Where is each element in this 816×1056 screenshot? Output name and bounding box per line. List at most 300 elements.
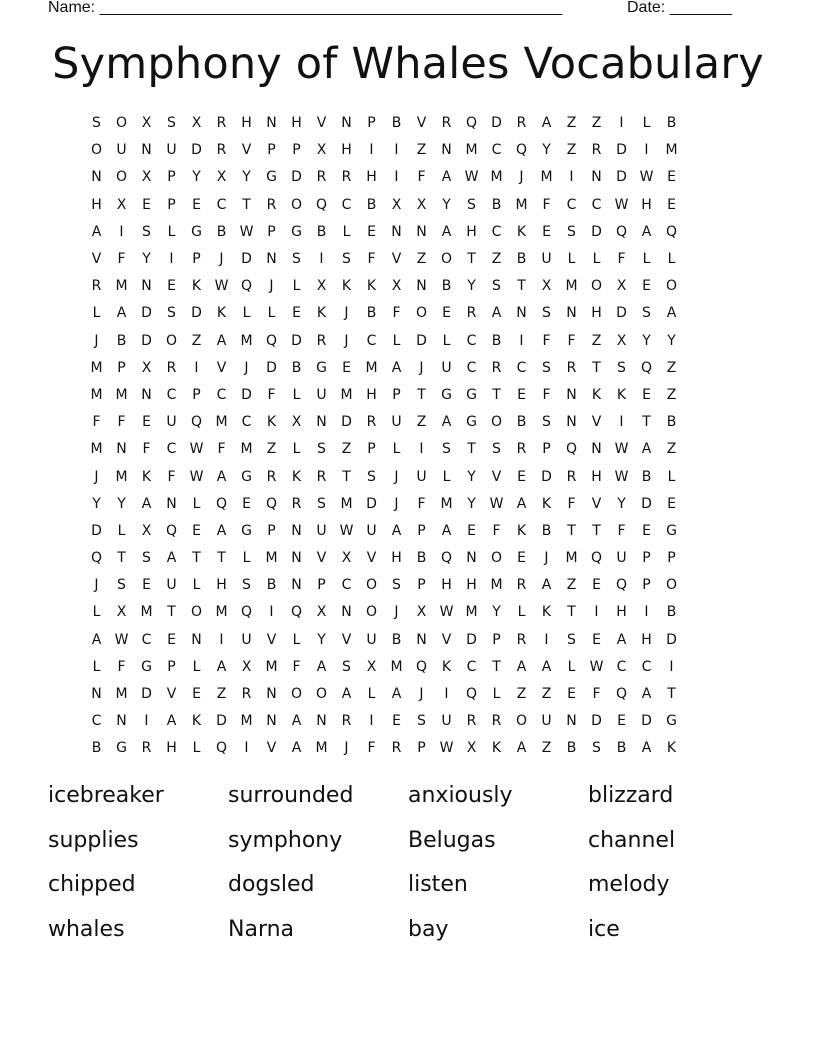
word-bank-item: bay (408, 916, 449, 942)
grid-letter: M (115, 468, 128, 485)
grid-letter: L (92, 604, 101, 621)
grid-row (84, 219, 684, 246)
grid-letter: T (567, 522, 576, 539)
grid-letter: E (192, 196, 201, 213)
word-bank-item: Belugas (408, 827, 496, 853)
word-bank-item: symphony (228, 827, 343, 853)
grid-letter: M (240, 332, 253, 349)
grid-letter: X (141, 169, 152, 186)
grid-letter: W (339, 522, 354, 539)
grid-letter: B (491, 332, 502, 349)
grid-letter: G (441, 386, 452, 403)
grid-letter: R (266, 196, 277, 213)
grid-letter: L (367, 686, 376, 703)
grid-letter: V (91, 251, 102, 268)
grid-letter: R (241, 686, 252, 703)
grid-letter: L (567, 251, 576, 268)
grid-letter: Z (666, 441, 677, 458)
grid-letter: R (216, 142, 227, 159)
grid-letter: O (365, 604, 378, 621)
grid-letter: L (667, 251, 676, 268)
grid-letter: K (616, 386, 627, 403)
grid-letter: A (91, 631, 102, 648)
grid-letter: T (192, 550, 201, 567)
grid-letter: S (342, 251, 351, 268)
grid-letter: P (192, 251, 201, 268)
grid-row (84, 436, 684, 463)
grid-letter: R (316, 169, 327, 186)
grid-letter: F (417, 495, 426, 512)
grid-letter: Q (615, 223, 628, 240)
grid-letter: H (166, 740, 177, 757)
grid-letter: O (490, 550, 503, 567)
grid-letter: H (366, 169, 377, 186)
grid-letter: I (369, 142, 374, 159)
grid-letter: E (192, 686, 201, 703)
grid-letter: U (166, 414, 177, 431)
grid-letter: V (416, 115, 427, 132)
grid-letter: C (566, 196, 577, 213)
grid-letter: T (592, 359, 601, 376)
grid-letter: B (641, 468, 652, 485)
grid-letter: E (567, 686, 576, 703)
grid-letter: T (492, 386, 501, 403)
grid-letter: M (340, 495, 353, 512)
grid-letter: E (517, 468, 526, 485)
grid-letter: I (669, 658, 674, 675)
grid-letter: K (366, 278, 377, 295)
word-bank-item: chipped (48, 872, 136, 897)
grid-letter: Q (465, 686, 478, 703)
grid-row (84, 382, 684, 409)
grid-letter: Q (590, 550, 603, 567)
grid-letter: Q (415, 658, 428, 675)
grid-letter: U (366, 522, 377, 539)
grid-letter: C (466, 658, 477, 675)
grid-letter: K (541, 495, 552, 512)
grid-letter: Z (666, 386, 677, 403)
grid-letter: B (116, 332, 127, 349)
grid-letter: O (515, 713, 528, 730)
grid-letter: R (141, 740, 152, 757)
grid-letter: Q (265, 495, 278, 512)
grid-letter: U (166, 142, 177, 159)
grid-letter: X (416, 196, 427, 213)
grid-letter: M (465, 142, 478, 159)
grid-letter: F (367, 251, 376, 268)
grid-letter: Q (190, 414, 203, 431)
grid-letter: T (567, 604, 576, 621)
grid-letter: I (569, 169, 574, 186)
grid-row (84, 491, 684, 518)
grid-row (84, 708, 684, 735)
grid-letter: L (667, 468, 676, 485)
grid-letter: P (417, 740, 426, 757)
grid-letter: R (166, 359, 177, 376)
word-bank (48, 776, 768, 954)
grid-letter: T (517, 278, 526, 295)
grid-letter: X (116, 604, 127, 621)
grid-letter: E (667, 169, 676, 186)
grid-letter: L (92, 305, 101, 322)
grid-letter: N (116, 441, 127, 458)
grid-letter: P (267, 223, 276, 240)
grid-letter: Z (666, 359, 677, 376)
word-bank-item: Narna (228, 916, 295, 942)
grid-letter: Z (216, 686, 227, 703)
grid-letter: M (115, 686, 128, 703)
grid-letter: V (366, 550, 377, 567)
grid-letter: V (266, 631, 277, 648)
grid-letter: N (266, 713, 277, 730)
grid-letter: L (167, 223, 176, 240)
grid-letter: S (592, 740, 601, 757)
grid-letter: K (291, 468, 302, 485)
grid-letter: A (216, 522, 227, 539)
grid-letter: D (616, 142, 627, 159)
grid-letter: S (542, 359, 551, 376)
grid-letter: J (344, 740, 349, 757)
grid-letter: Y (317, 631, 326, 648)
grid-letter: F (567, 332, 576, 349)
grid-letter: A (441, 169, 452, 186)
grid-letter: R (516, 577, 527, 594)
grid-letter: G (666, 713, 677, 730)
grid-letter: T (117, 550, 126, 567)
grid-letter: D (191, 142, 202, 159)
grid-letter: A (441, 414, 452, 431)
grid-letter: N (441, 142, 452, 159)
grid-letter: G (116, 740, 127, 757)
grid-letter: E (367, 223, 376, 240)
grid-letter: I (394, 169, 399, 186)
grid-letter: Y (142, 251, 151, 268)
grid-letter: S (167, 305, 176, 322)
grid-letter: I (594, 604, 599, 621)
grid-letter: D (291, 169, 302, 186)
grid-letter: S (567, 223, 576, 240)
grid-letter: S (142, 223, 151, 240)
grid-letter: W (464, 169, 479, 186)
grid-letter: G (266, 169, 277, 186)
grid-letter: F (92, 414, 101, 431)
grid-letter: Z (416, 142, 427, 159)
grid-letter: B (516, 251, 527, 268)
word-bank-item: surrounded (228, 783, 354, 808)
grid-letter: H (441, 577, 452, 594)
grid-row (84, 681, 684, 708)
grid-letter: F (292, 658, 301, 675)
grid-letter: Y (442, 196, 451, 213)
grid-letter: I (244, 740, 249, 757)
grid-letter: A (641, 740, 652, 757)
grid-letter: S (242, 577, 251, 594)
grid-letter: T (342, 468, 351, 485)
grid-letter: A (441, 522, 452, 539)
grid-letter: Y (617, 495, 626, 512)
grid-letter: A (291, 740, 302, 757)
grid-letter: I (144, 713, 149, 730)
grid-row (84, 355, 684, 382)
grid-letter: X (366, 658, 377, 675)
grid-letter: I (619, 414, 624, 431)
grid-letter: Z (541, 686, 552, 703)
grid-letter: F (417, 169, 426, 186)
grid-letter: L (642, 251, 651, 268)
grid-letter: V (216, 359, 227, 376)
grid-letter: A (166, 713, 177, 730)
grid-letter: V (316, 115, 327, 132)
grid-letter: Q (240, 604, 253, 621)
grid-letter: F (392, 305, 401, 322)
grid-letter: F (167, 468, 176, 485)
grid-letter: A (516, 495, 527, 512)
grid-letter: H (641, 196, 652, 213)
grid-letter: V (391, 251, 402, 268)
grid-letter: C (591, 196, 602, 213)
grid-letter: R (491, 713, 502, 730)
grid-letter: M (315, 740, 328, 757)
grid-letter: G (141, 658, 152, 675)
grid-letter: K (191, 278, 202, 295)
grid-letter: T (592, 522, 601, 539)
grid-letter: I (169, 251, 174, 268)
grid-letter: B (291, 359, 302, 376)
grid-letter: Y (667, 332, 676, 349)
grid-letter: E (342, 359, 351, 376)
grid-letter: Z (416, 414, 427, 431)
grid-letter: C (366, 332, 377, 349)
grid-letter: S (392, 577, 401, 594)
grid-letter: E (142, 196, 151, 213)
grid-letter: W (489, 495, 504, 512)
grid-letter: B (491, 196, 502, 213)
grid-letter: Z (341, 441, 352, 458)
grid-letter: J (269, 278, 274, 295)
grid-letter: P (667, 550, 676, 567)
grid-letter: C (241, 414, 252, 431)
grid-letter: T (467, 251, 476, 268)
grid-letter: V (341, 631, 352, 648)
grid-letter: E (192, 522, 201, 539)
grid-letter: D (641, 713, 652, 730)
grid-letter: M (515, 196, 528, 213)
grid-letter: M (440, 495, 453, 512)
grid-letter: W (439, 604, 454, 621)
grid-letter: Y (542, 142, 551, 159)
grid-letter: R (466, 305, 477, 322)
grid-letter: E (242, 495, 251, 512)
grid-letter: C (341, 196, 352, 213)
grid-letter: X (541, 278, 552, 295)
grid-letter: Z (591, 115, 602, 132)
grid-letter: Q (565, 441, 578, 458)
grid-letter: D (191, 305, 202, 322)
grid-letter: M (115, 386, 128, 403)
grid-letter: D (491, 115, 502, 132)
grid-letter: K (541, 604, 552, 621)
grid-letter: A (666, 305, 677, 322)
grid-letter: J (544, 550, 549, 567)
grid-letter: T (492, 658, 501, 675)
grid-letter: I (619, 115, 624, 132)
grid-letter: Z (566, 142, 577, 159)
grid-letter: A (441, 223, 452, 240)
grid-letter: Q (215, 495, 228, 512)
grid-letter: X (141, 522, 152, 539)
grid-letter: N (191, 631, 202, 648)
grid-letter: X (416, 604, 427, 621)
grid-letter: J (519, 169, 524, 186)
grid-letter: R (216, 115, 227, 132)
grid-letter: S (417, 713, 426, 730)
grid-letter: L (492, 686, 501, 703)
grid-letter: M (240, 441, 253, 458)
grid-letter: Q (665, 223, 678, 240)
grid-letter: I (119, 223, 124, 240)
grid-letter: A (516, 740, 527, 757)
grid-letter: N (466, 550, 477, 567)
grid-letter: O (90, 142, 103, 159)
grid-row (84, 409, 684, 436)
grid-letter: S (167, 115, 176, 132)
grid-letter: H (641, 631, 652, 648)
grid-letter: A (541, 577, 552, 594)
grid-row (84, 654, 684, 681)
grid-letter: L (392, 441, 401, 458)
grid-letter: O (365, 577, 378, 594)
grid-row (84, 246, 684, 273)
grid-letter: U (441, 713, 452, 730)
word-bank-item: listen (408, 872, 468, 897)
grid-letter: I (394, 142, 399, 159)
word-bank-item: ice (588, 916, 620, 942)
grid-letter: B (216, 223, 227, 240)
grid-letter: S (492, 278, 501, 295)
grid-letter: V (441, 631, 452, 648)
grid-letter: E (592, 577, 601, 594)
grid-letter: Z (191, 332, 202, 349)
grid-letter: M (390, 658, 403, 675)
grid-letter: L (342, 223, 351, 240)
grid-letter: A (641, 441, 652, 458)
grid-letter: L (642, 115, 651, 132)
grid-letter: S (542, 305, 551, 322)
grid-letter: M (265, 658, 278, 675)
grid-letter: Q (265, 332, 278, 349)
grid-letter: E (167, 631, 176, 648)
grid-letter: S (317, 495, 326, 512)
grid-letter: D (291, 332, 302, 349)
grid-letter: P (267, 522, 276, 539)
grid-letter: J (344, 305, 349, 322)
word-bank-item: blizzard (588, 783, 674, 808)
grid-letter: A (141, 495, 152, 512)
grid-letter: J (94, 468, 99, 485)
grid-letter: N (566, 713, 577, 730)
grid-letter: N (141, 142, 152, 159)
grid-letter: S (117, 577, 126, 594)
grid-letter: R (516, 631, 527, 648)
grid-letter: P (267, 142, 276, 159)
grid-letter: O (190, 604, 203, 621)
grid-letter: F (542, 196, 551, 213)
grid-letter: U (366, 631, 377, 648)
grid-letter: N (391, 223, 402, 240)
grid-letter: L (517, 604, 526, 621)
grid-letter: I (194, 359, 199, 376)
grid-letter: F (267, 386, 276, 403)
grid-letter: P (317, 577, 326, 594)
grid-letter: C (641, 658, 652, 675)
grid-letter: M (540, 169, 553, 186)
grid-letter: M (215, 604, 228, 621)
grid-letter: D (466, 631, 477, 648)
grid-letter: R (566, 359, 577, 376)
grid-letter: H (291, 115, 302, 132)
grid-letter: F (592, 686, 601, 703)
grid-letter: E (642, 386, 651, 403)
grid-letter: J (244, 359, 249, 376)
grid-letter: F (117, 658, 126, 675)
grid-letter: R (366, 414, 377, 431)
grid-letter: A (391, 359, 402, 376)
grid-letter: H (216, 577, 227, 594)
grid-letter: J (394, 604, 399, 621)
grid-letter: B (566, 740, 577, 757)
grid-letter: N (341, 115, 352, 132)
grid-letter: R (91, 278, 102, 295)
grid-letter: U (416, 468, 427, 485)
grid-letter: P (292, 142, 301, 159)
grid-letter: B (616, 740, 627, 757)
grid-letter: N (291, 522, 302, 539)
grid-letter: A (116, 305, 127, 322)
grid-letter: P (417, 522, 426, 539)
grid-row (84, 735, 684, 762)
grid-letter: O (440, 251, 453, 268)
grid-letter: N (566, 386, 577, 403)
grid-letter: M (490, 169, 503, 186)
grid-letter: P (542, 441, 551, 458)
grid-letter: S (367, 468, 376, 485)
grid-letter: S (317, 441, 326, 458)
grid-letter: A (316, 658, 327, 675)
grid-letter: X (141, 359, 152, 376)
grid-letter: C (516, 359, 527, 376)
grid-letter: B (391, 631, 402, 648)
grid-letter: Y (192, 169, 201, 186)
grid-letter: N (566, 305, 577, 322)
grid-letter: X (291, 414, 302, 431)
grid-letter: H (591, 305, 602, 322)
grid-letter: W (214, 278, 229, 295)
grid-letter: A (391, 522, 402, 539)
grid-letter: O (115, 115, 128, 132)
grid-letter: H (466, 223, 477, 240)
grid-letter: Z (541, 740, 552, 757)
word-search-grid (84, 110, 684, 763)
grid-letter: X (466, 740, 477, 757)
grid-letter: L (192, 577, 201, 594)
grid-letter: C (616, 658, 627, 675)
grid-letter: D (141, 332, 152, 349)
grid-row (84, 545, 684, 572)
grid-letter: A (216, 658, 227, 675)
grid-letter: T (242, 196, 251, 213)
grid-letter: L (292, 441, 301, 458)
grid-letter: R (341, 713, 352, 730)
